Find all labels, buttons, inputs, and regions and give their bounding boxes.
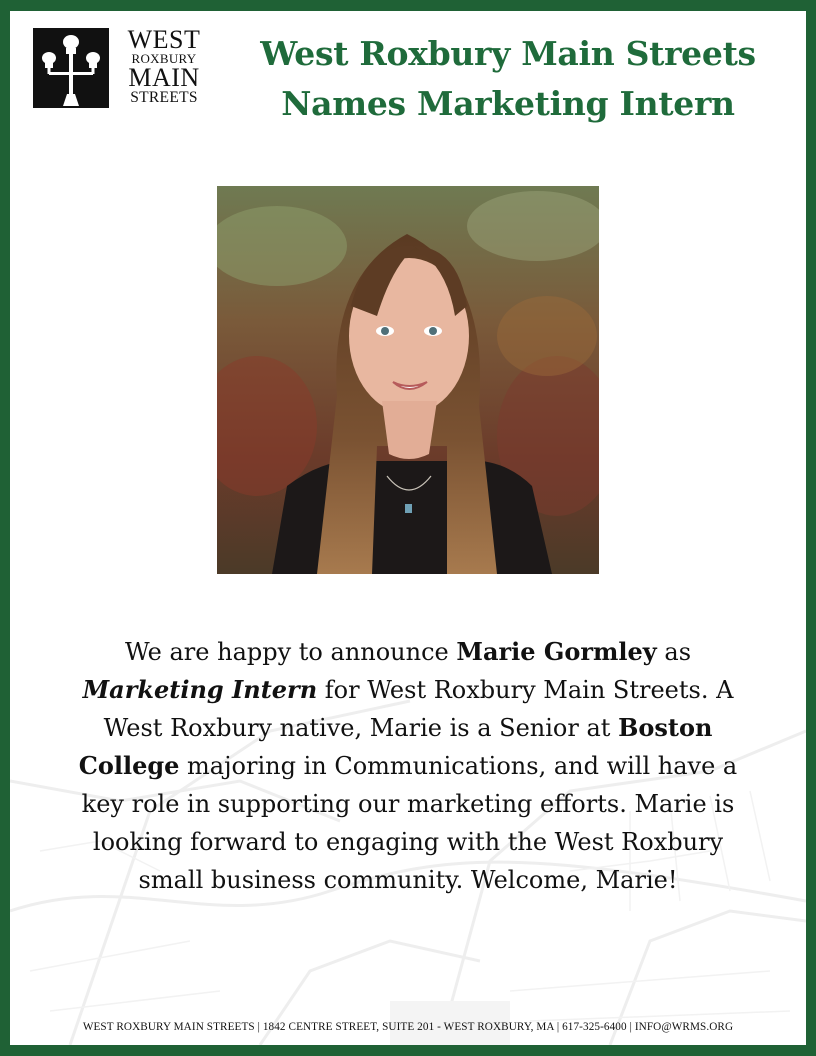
lamppost-emblem [33,28,109,108]
logo[interactable] [33,25,209,110]
announcement-segment: for West Roxbury Main Streets. A [317,676,734,704]
logo-line-2: ROXBURY [131,51,197,66]
school-name: College [78,751,180,780]
title-line-1: West Roxbury Main Streets [260,34,756,73]
announcement-line: looking forward to engaging with the West Roxbury [92,828,724,856]
announcement-line [40,671,776,709]
intern-photo [217,186,599,574]
flyer-page [10,11,806,1045]
logo-line-3: MAIN [128,63,200,92]
title-line-2: Names Marketing Intern [281,84,735,123]
footer-contact: WEST ROXBURY MAIN STREETS | 1842 CENTRE STREET, SUITE 201 - WEST ROXBURY, MA | 617-325-6400 | INFO@WRMS.ORG [82,1021,734,1033]
announcement-segment: majoring in Communications, and will have a [179,752,738,780]
announcement-segment: We are happy to announce [124,638,457,666]
announcement-line [40,633,776,671]
announcement-line [40,709,776,747]
announcement-line [40,747,776,785]
logo-wordmark [117,25,211,106]
school-name: Boston [618,713,713,742]
logo-line-4: STREETS [130,89,198,106]
intern-name: Marie Gormley [456,637,657,666]
announcement-line: small business community. Welcome, Marie! [138,866,678,894]
logo-line-1: WEST [127,25,201,54]
page-title [230,29,786,129]
intern-role: Marketing Intern [82,675,318,704]
announcement-segment: West Roxbury native, Marie is a Senior at [103,714,619,742]
announcement-segment: as [656,638,692,666]
announcement-line: key role in supporting our marketing efforts. Marie is [81,790,735,818]
announcement-text [40,633,776,899]
